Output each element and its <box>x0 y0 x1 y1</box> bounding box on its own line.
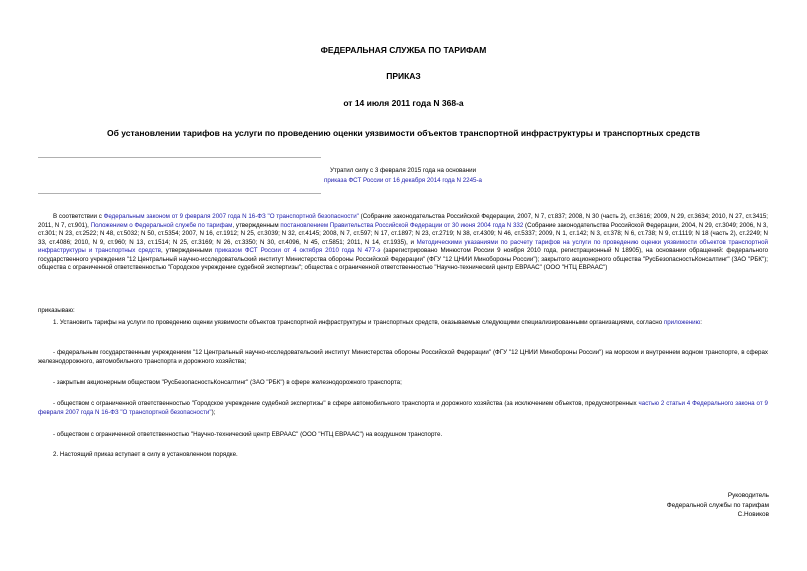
agency-heading: ФЕДЕРАЛЬНАЯ СЛУЖБА ПО ТАРИФАМ <box>320 45 487 55</box>
appendix-link[interactable]: приложению <box>663 319 701 326</box>
divider-top <box>38 157 321 158</box>
fst-order-link[interactable]: приказом ФСТ России от 4 октября 2010 года N 477-э <box>214 247 381 254</box>
signature-organization: Федеральной службы по тарифам <box>666 501 769 509</box>
divider-bottom <box>38 193 321 194</box>
bullet-4 <box>38 431 768 440</box>
bullet-3 <box>38 400 768 417</box>
preamble-text: (Собрание законодательства Российской Федерации, 2004, N 29, ст.3049; 2006, N 3, ст.301; N 23, ст.2522; N 48, ст.5032; N 50, ст.5354; 2007, N 16, ст.1912; N 25, ст.3039; N 32, ст.4145; 2008, N 7, ст.597; N 17, ст.1897; N 23, ст.2719; N 38, ст.4309; N 46, ст.5337; 2009, N 1, ст.142; N 3, ст.378; N 6, ст.738; N 9, ст.1119; N 18 (часть 2), ст.2249; N 33, ст.4086; 2010, N 9, ст.960; N 13, ст.1514; N 25, ст.3169; N 26, ст.3350; N 30, ст.4096, N 45, ст.5851; 2011, N 14, ст.1935), и <box>38 221 768 246</box>
transport-security-law-link[interactable]: частью 2 статьи 4 Федерального закона от 9 февраля 2007 года N 16-ФЗ "О транспортной безопасности" <box>38 400 768 416</box>
item-1-text: 1. Установить тарифы на услуги по проведению оценки уязвимости объектов транспортной инфраструктуры и транспортных средств, оказываемые следующими специализированными организациями, согласно <box>53 319 664 326</box>
bullet-1 <box>38 349 768 366</box>
signature-block <box>667 491 769 520</box>
item-2-text: 2. Настоящий приказ вступает в силу в установленном порядке. <box>53 451 238 458</box>
bullet-2 <box>38 379 768 388</box>
federal-law-link[interactable]: Федеральным законом от 9 февраля 2007 года N 16-ФЗ "О транспортной безопасности" <box>103 213 359 220</box>
signature-name: С.Новиков <box>737 511 769 518</box>
status-note-text: Утратил силу с 3 февраля 2015 года на основании <box>329 167 477 174</box>
preamble-text: В соответствии с <box>53 213 104 220</box>
item-1 <box>38 319 768 328</box>
bullet-3-tail: ); <box>211 408 216 416</box>
document-title: Об установлении тарифов на услуги по проведению оценки уязвимости объектов транспортной инфраструктуры и транспортных средств <box>107 128 700 138</box>
document-date-number: от 14 июля 2011 года N 368-а <box>343 98 464 108</box>
bullet-4-text: - обществом с ограниченной ответственностью "Научно-технический центр ЕВРААС" (ООО "НТЦ ЕВРААС") на воздушном транспорте. <box>53 431 443 438</box>
bullet-1-text: - федеральным государственным учреждением "12 Центральный научно-исследовательский институт Министерства обороны Российской Федерации" (ФГУ "12 ЦНИИ Минобороны России") на морском и внутреннем водном транспорте, в сферах железнодорожного, автомобильного транспорта и дорожного хозяйства; <box>38 349 768 365</box>
bullet-3-text: - обществом с ограниченной ответственностью "Городское учреждение судебной экспертизы" в сфере автомобильного транспорта и дорожного хозяйства (за исключением объектов, предусмотренных <box>53 400 639 407</box>
preamble-paragraph <box>38 213 768 273</box>
status-note <box>38 166 768 186</box>
preamble-text: , утвержденными <box>161 247 215 254</box>
preamble-text: (Собрание законодательства Российской Федерации, 2007, N 7, ст.837; 2008, N 30 (часть 2), ст.3616; 2009, N 29, ст.3634; 2010, N 27, ст.3415; 2011, N 7, ст.901), <box>38 213 769 229</box>
preamble-text: (зарегистрировано Минюстом России 9 ноября 2010 года, регистрационный N 18905), на основании обращений: федерального государственного учреждения "12 Центральный научно-исследовательский институт Министерства обороны Российской Федерации" (ФГУ "12 ЦНИИ Минобороны России"); закрытого акционерного общества "РусБезопасностьКонсалтинг" (ЗАО "РБК"); общества с ограниченной ответственностью "Городское учреждение судебной экспертизы"; общества с ограниченной ответственностью "Научно-технический центр ЕВРААС" (ООО "НТЦ ЕВРААС") <box>38 247 769 271</box>
orders-line: приказываю: <box>38 307 75 314</box>
signature-position: Руководитель <box>727 492 769 499</box>
item-1-tail: : <box>700 319 703 326</box>
preamble-text: , утвержденным <box>232 221 281 229</box>
document-type: ПРИКАЗ <box>386 71 421 81</box>
government-decree-link[interactable]: постановлением Правительства Российской Федерации от 30 июня 2004 года N 332 <box>280 221 524 229</box>
item-2 <box>38 451 768 460</box>
methodical-guidelines-link[interactable]: Методическими указаниями по расчету тарифов на услуги по проведению оценки уязвимости объектов транспортной инфраструктуры и транспортных средств <box>38 238 768 254</box>
fst-regulation-link[interactable]: Положением о Федеральной службе по тарифам <box>90 221 233 229</box>
bullet-2-text: - закрытым акционерным обществом "РусБезопасностьКонсалтинг" (ЗАО "РБК") в сфере железнодорожного транспорта; <box>53 379 402 386</box>
repeal-order-link[interactable]: приказа ФСТ России от 16 декабря 2014 года N 2245-а <box>324 177 482 184</box>
